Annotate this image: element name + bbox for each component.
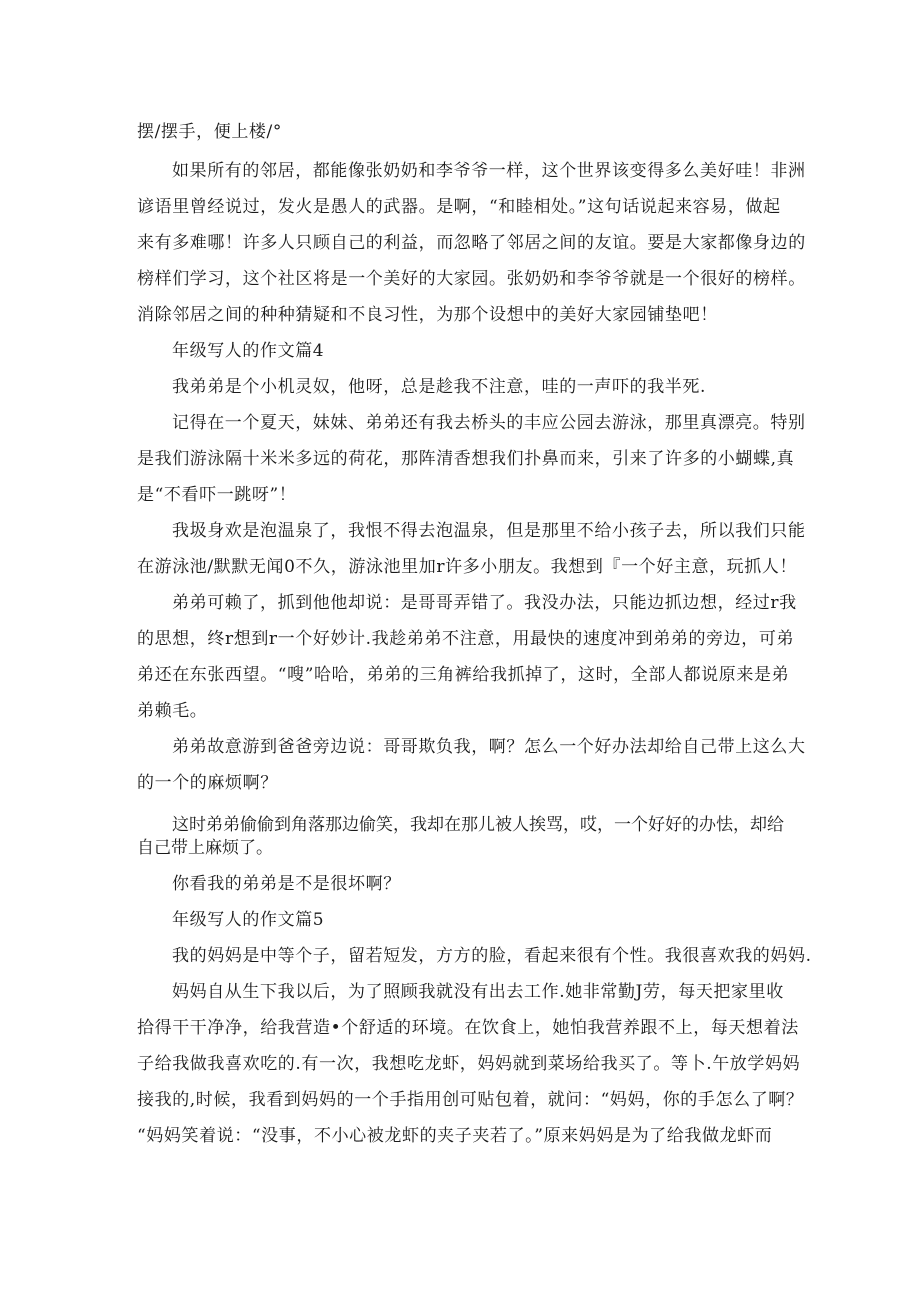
text-line: 这时弟弟偷偷到角落那边偷笑，我却在那儿被人挨骂，哎，一个好好的办怯，却给	[172, 815, 784, 835]
text-line: 弟赖毛。	[137, 701, 208, 721]
text-line: “妈妈笑着说：“没事，不小心被龙虾的夹子夹若了。”原来妈妈是为了给我做龙虾而	[137, 1126, 773, 1146]
text-line: 摆/摆手，便上楼/°	[137, 122, 282, 142]
text-line: 记得在一个夏天，妹妹、弟弟还有我去桥头的丰应公园去游泳，那里真漂亮。特别	[172, 413, 806, 433]
text-line: 我弟弟是个小机灵奴，他呀，总是趁我不注意，哇的一声吓的我半死.	[172, 377, 707, 397]
text-line: 弟还在东张西望。“嗖”哈哈，弟弟的三角裤给我抓掉了，这时，全部人都说原来是弟	[137, 665, 790, 685]
text-line: 接我的,时候，我看到妈妈的一个手指用创可贴包着，就问：“妈妈，你的手怎么了啊？	[137, 1090, 804, 1110]
text-line: 的一个的麻烦啊？	[137, 773, 278, 793]
text-line: 来有多难哪！许多人只顾自己的利益，而忽略了邻居之间的友谊。要是大家都像身边的	[137, 233, 806, 253]
text-line: 是我们游泳隔十米米多远的荷花，那阵清香想我们扑鼻而来，引来了许多的小蝴蝶,真	[137, 449, 795, 469]
section-heading: 年级写人的作文篇5	[172, 910, 325, 930]
text-line: 谚语里曾经说过，发火是愚人的武器。是啊，“和睦相处。”这句话说起来容易，做起	[137, 197, 781, 217]
text-line: 弟弟故意游到爸爸旁边说：哥哥欺负我，啊？怎么一个好办法却给自己带上这么大	[172, 737, 806, 757]
text-line: 拾得干干净净，给我营造•个舒适的环境。在饮食上，她怕我营养跟不上，每天想着法	[137, 1018, 799, 1038]
text-line: 是“不看吓一跳呀”！	[137, 485, 297, 505]
text-line: 我的妈妈是中等个子，留若短发，方方的脸，看起来很有个性。我很喜欢我的妈妈.	[172, 946, 812, 966]
text-line: 妈妈自从生下我以后，为了照顾我就没有出去工作.她非常勤J劳，每天把家里收	[172, 982, 784, 1002]
text-line: 弟弟可赖了，抓到他他却说：是哥哥弄错了。我没办法，只能边抓边想，经过r我	[172, 593, 797, 613]
text-line: 自己带上麻烦了。	[137, 838, 273, 858]
text-line: 子给我做我喜欢吃的.有一次，我想吃龙虾，妈妈就到菜场给我买了。等卜.午放学妈妈	[137, 1054, 801, 1074]
text-line: 消除邻居之间的种种猜疑和不良习性，为那个设想中的美好大家园铺垫吧！	[137, 305, 718, 325]
text-line: 我圾身欢是泡温泉了，我恨不得去泡温泉，但是那里不给小孩子去，所以我们只能	[172, 521, 806, 541]
text-line: 你看我的弟弟是不是很坏啊？	[172, 874, 401, 894]
text-line: 如果所有的邻居，都能像张奶奶和李爷爷一样，这个世界该变得多么美好哇！非洲	[172, 161, 806, 181]
text-line: 在游泳池/默默无闻0不久，游泳池里加r许多小朋友。我想到『一个好主意，玩抓人！	[137, 557, 798, 577]
text-line: 榜样们学习，这个社区将是一个美好的大家园。张奶奶和李爷爷就是一个很好的榜样。	[137, 269, 806, 289]
text-line: 的思想，终r想到r一个好妙计.我趁弟弟不注意，用最快的速度冲到弟弟的旁边，可弟	[137, 629, 795, 649]
section-heading: 年级写人的作文篇4	[172, 341, 325, 361]
